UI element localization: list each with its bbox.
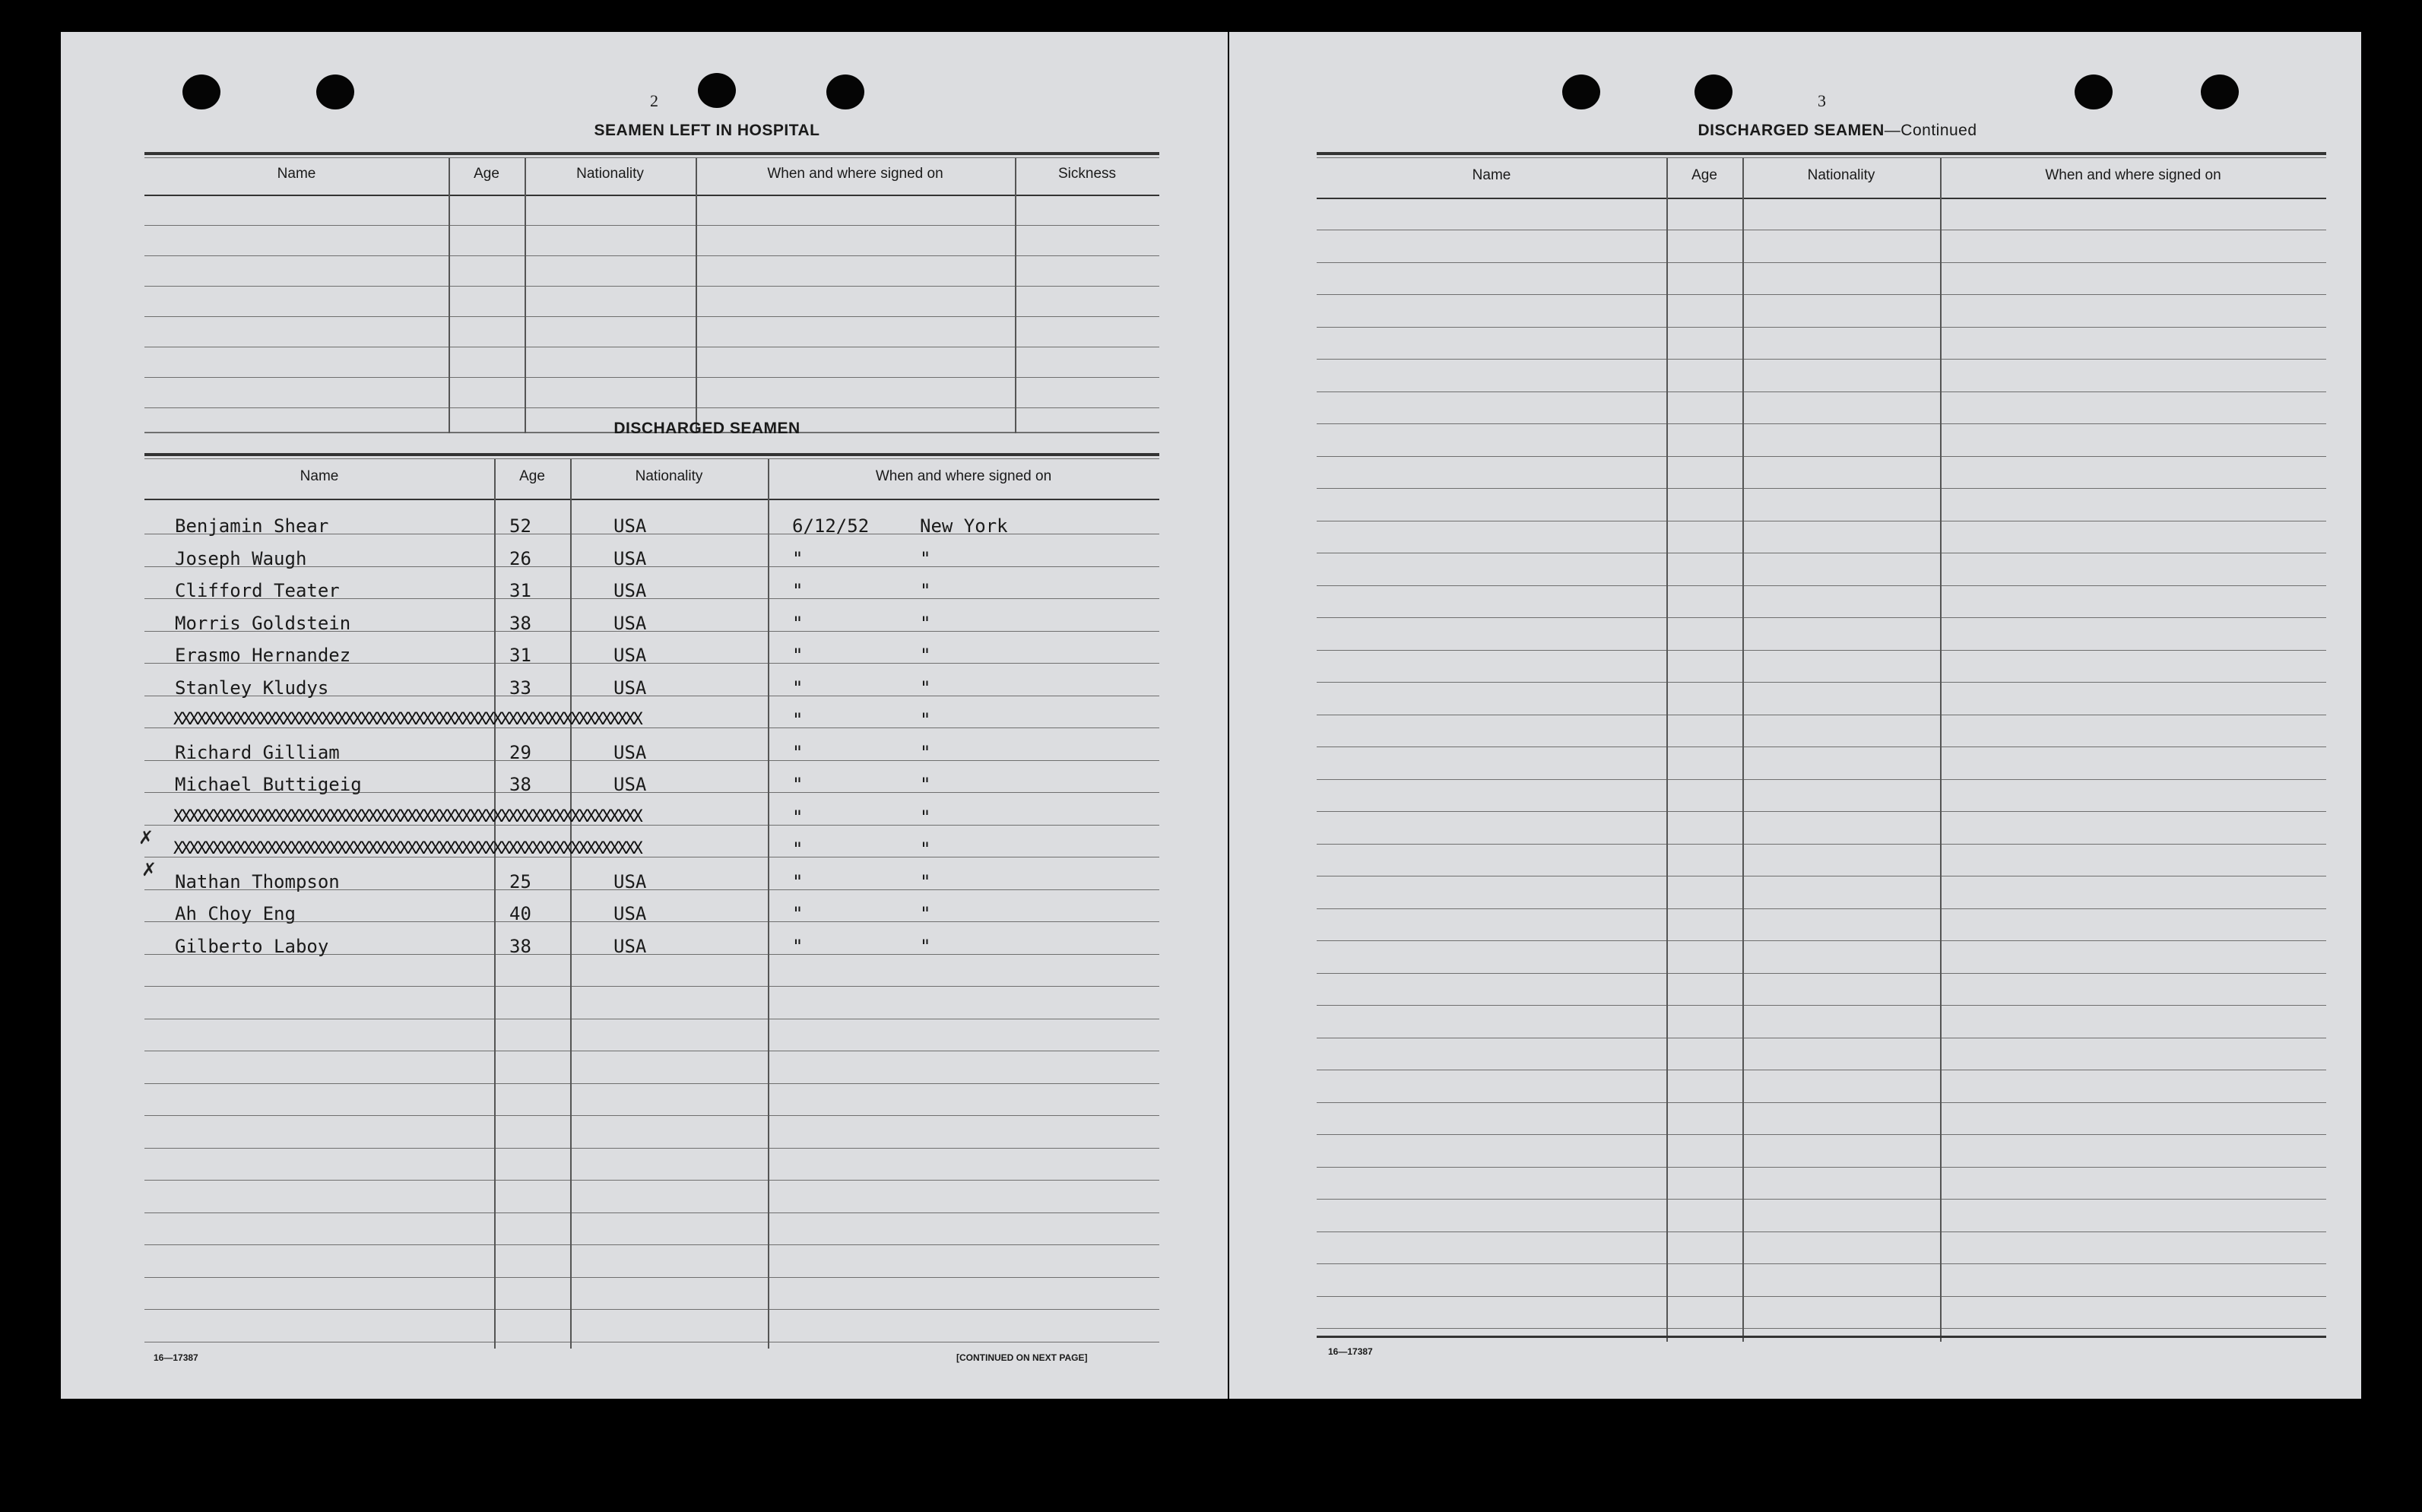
cell-name: Benjamin Shear — [175, 515, 329, 537]
cell-name: Morris Goldstein — [175, 612, 351, 634]
cell-date: " — [792, 741, 804, 763]
form-number: 16—17387 — [1328, 1346, 1373, 1357]
col-nationality: Nationality — [576, 166, 644, 182]
cell-date: " — [792, 935, 804, 957]
cell-nationality: USA — [613, 741, 647, 763]
cell-place: " — [920, 935, 931, 957]
hospital-table — [144, 152, 1159, 437]
binder-hole — [826, 74, 864, 109]
cell-date: " — [792, 677, 804, 699]
strikethrough-mark: XXXXXXXXXXXXXXXXXXXXXXXXXXXXXXXXXXXXXXXXXXXXXXXXXXXXXXXXXXXX — [173, 839, 641, 858]
cell-nationality: USA — [613, 612, 647, 634]
cell-date: " — [792, 580, 804, 601]
table-row — [144, 604, 1159, 636]
cell-nationality: USA — [613, 903, 647, 924]
cell-place: " — [920, 903, 931, 924]
col-nationality: Nationality — [635, 468, 703, 484]
binder-hole — [182, 74, 220, 109]
binder-hole — [2075, 74, 2113, 109]
discharged-table — [138, 453, 1159, 1349]
cell-age: 26 — [509, 547, 531, 569]
cell-age: 31 — [509, 645, 531, 666]
cell-place: " — [920, 645, 931, 666]
col-age: Age — [474, 166, 499, 182]
strikethrough-mark: XXXXXXXXXXXXXXXXXXXXXXXXXXXXXXXXXXXXXXXXXXXXXXXXXXXXXXXXXXXX — [173, 710, 641, 729]
strikethrough-mark: XXXXXXXXXXXXXXXXXXXXXXXXXXXXXXXXXXXXXXXXXXXXXXXXXXXXXXXXXXXX — [173, 807, 641, 826]
cell-nationality: USA — [613, 515, 647, 537]
cell-date: " — [792, 903, 804, 924]
cell-name: Gilberto Laboy — [175, 935, 329, 957]
cell-date: 6/12/52 — [792, 515, 870, 537]
form-number: 16—17387 — [154, 1352, 198, 1363]
discharged-title: DISCHARGED SEAMEN — [613, 420, 800, 437]
cell-place: " — [920, 612, 931, 634]
table-row — [144, 539, 1159, 571]
table-row — [144, 571, 1159, 603]
cell-date: " — [792, 547, 804, 569]
cell-place: " — [920, 838, 931, 860]
cell-nationality: USA — [613, 870, 647, 892]
continued-note: [CONTINUED ON NEXT PAGE] — [956, 1352, 1088, 1363]
cell-date: " — [792, 774, 804, 795]
cell-age: 33 — [509, 677, 531, 699]
hospital-title: SEAMEN LEFT IN HOSPITAL — [594, 122, 820, 139]
cell-nationality: USA — [613, 547, 647, 569]
col-name: Name — [277, 166, 316, 182]
cell-date: " — [792, 612, 804, 634]
left-page — [61, 32, 1228, 1399]
check-mark: ✗ — [141, 859, 157, 880]
cell-name: Michael Buttigeig — [175, 774, 362, 795]
binder-hole — [1562, 74, 1600, 109]
table-row — [144, 927, 1159, 959]
continued-title — [1609, 122, 2065, 140]
cell-place: " — [920, 806, 931, 828]
col-signed-on: When and where signed on — [767, 166, 943, 182]
cell-name: Joseph Waugh — [175, 547, 307, 569]
table-row — [144, 797, 1159, 829]
col-signed-on: When and where signed on — [2045, 167, 2221, 183]
table-row — [144, 765, 1159, 797]
cell-name: Erasmo Hernandez — [175, 645, 351, 666]
check-mark: ✗ — [138, 827, 154, 848]
binder-hole — [2201, 74, 2239, 109]
cell-date: " — [792, 645, 804, 666]
cell-name: Clifford Teater — [175, 580, 340, 601]
col-signed-on: When and where signed on — [875, 468, 1052, 484]
table-row — [144, 894, 1159, 926]
cell-place: " — [920, 580, 931, 601]
col-sickness: Sickness — [1057, 166, 1117, 182]
cell-date: " — [792, 806, 804, 828]
cell-age: 29 — [509, 741, 531, 763]
binder-hole — [1694, 74, 1732, 109]
cell-name: Stanley Kludys — [175, 677, 329, 699]
cell-place: " — [920, 741, 931, 763]
continued-title-main: DISCHARGED SEAMEN — [1698, 122, 1885, 139]
cell-age: 31 — [509, 580, 531, 601]
cell-age: 38 — [509, 935, 531, 957]
cell-age: 25 — [509, 870, 531, 892]
cell-place: " — [920, 547, 931, 569]
cell-nationality: USA — [613, 580, 647, 601]
col-age: Age — [1691, 167, 1717, 183]
cell-age: 40 — [509, 903, 531, 924]
cell-nationality: USA — [613, 677, 647, 699]
page-number: 3 — [1818, 91, 1826, 110]
cell-date: " — [792, 870, 804, 892]
cell-name: Richard Gilliam — [175, 741, 340, 763]
col-age: Age — [519, 468, 545, 484]
page-number: 2 — [650, 91, 658, 110]
continued-title-suffix: —Continued — [1884, 122, 1977, 139]
cell-nationality: USA — [613, 645, 647, 666]
cell-name: Nathan Thompson — [175, 870, 340, 892]
table-row — [144, 700, 1159, 732]
cell-age: 38 — [509, 774, 531, 795]
binder-hole — [698, 73, 736, 108]
right-page — [1229, 32, 2361, 1399]
cell-place: " — [920, 709, 931, 731]
cell-age: 38 — [509, 612, 531, 634]
table-row — [144, 506, 1159, 538]
cell-place: New York — [920, 515, 1008, 537]
cell-date: " — [792, 838, 804, 860]
cell-date: " — [792, 709, 804, 731]
table-row — [144, 636, 1159, 667]
table-row — [144, 668, 1159, 700]
cell-place: " — [920, 677, 931, 699]
cell-place: " — [920, 774, 931, 795]
binder-hole — [316, 74, 354, 109]
cell-nationality: USA — [613, 774, 647, 795]
table-row — [144, 733, 1159, 765]
col-nationality: Nationality — [1807, 167, 1875, 183]
cell-place: " — [920, 870, 931, 892]
discharged-continued-table — [1317, 152, 2326, 1342]
table-row — [144, 862, 1159, 894]
col-name: Name — [300, 468, 339, 484]
table-row — [144, 829, 1159, 861]
cell-name: Ah Choy Eng — [175, 903, 296, 924]
col-name: Name — [1472, 167, 1511, 183]
cell-age: 52 — [509, 515, 531, 537]
cell-nationality: USA — [613, 935, 647, 957]
